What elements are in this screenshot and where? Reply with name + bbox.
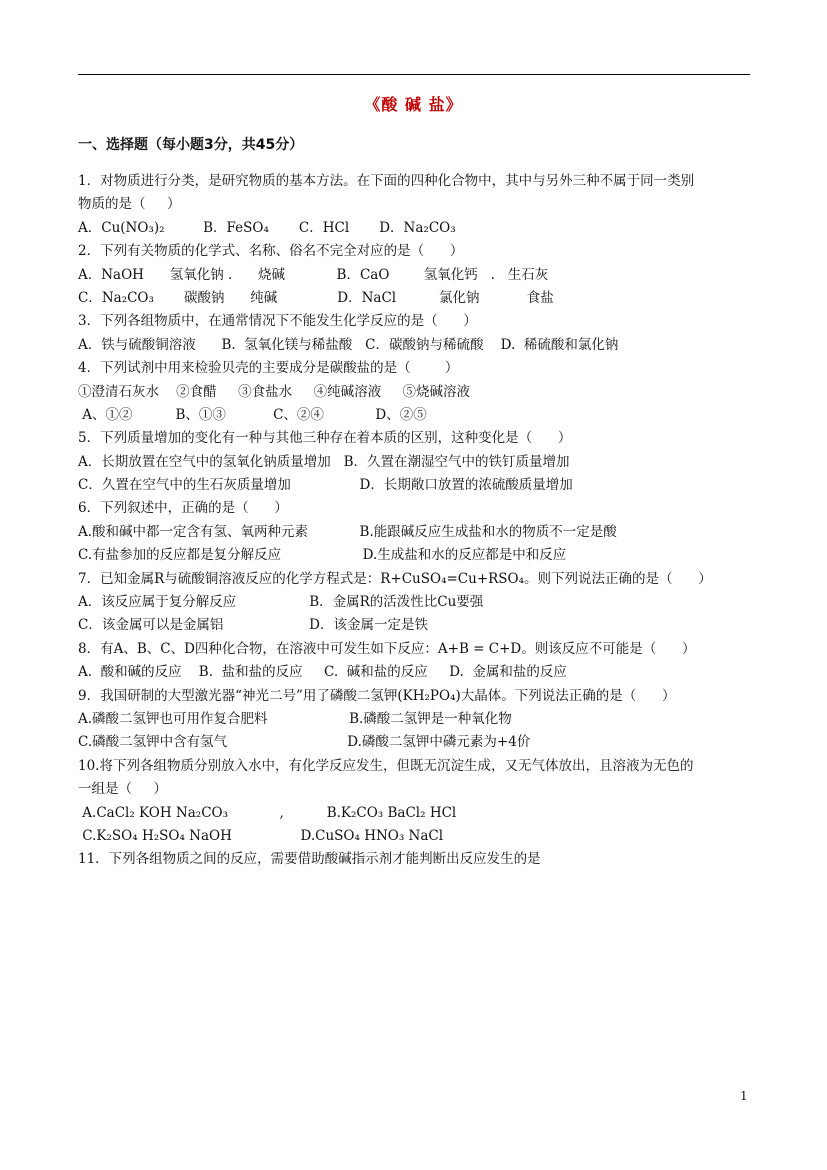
text-line <box>78 731 758 754</box>
line-text: C.磷酸二氢钾中含有氢气 D.磷酸二氢钾中磷元素为+4价 <box>78 734 531 751</box>
line-text: A．Cu(NO₃)₂ B．FeSO₄ C．HCl D．Na₂CO₃ <box>78 219 456 236</box>
line-text: 5．下列质量增加的变化有一种与其他三种存在着本质的区别，这种变化是（ ） <box>78 430 572 447</box>
text-line <box>78 544 758 567</box>
line-text: A．NaOH 氢氧化钠 . 烧碱 B．CaO 氢氧化钙 . 生石灰 <box>78 266 549 283</box>
line-text: A.CaCl₂ KOH Na₂CO₃ , B.K₂CO₃ BaCl₂ HCl <box>78 804 457 821</box>
line-text: C．Na₂CO₃ 碳酸钠 纯碱 D．NaCl 氯化钠 食盐 <box>78 289 554 306</box>
text-line <box>78 381 758 404</box>
text-line <box>78 802 758 825</box>
line-text: A．长期放置在空气中的氢氧化钠质量增加 B．久置在潮湿空气中的铁钉质量增加 <box>78 453 570 470</box>
text-line <box>78 614 758 637</box>
line-text: 2．下列有关物质的化学式、名称、俗名不完全对应的是（ ） <box>78 243 464 260</box>
text-line <box>78 427 758 450</box>
text-line <box>78 685 758 708</box>
line-text: 10.将下列各组物质分别放入水中，有化学反应发生，但既无沉淀生成，又无气体放出，且溶液为无色的 <box>78 757 694 774</box>
text-line <box>78 825 758 848</box>
line-text: C．该金属可以是金属铝 D．该金属一定是铁 <box>78 617 428 634</box>
line-text: 9．我国研制的大型激光器“神光二号”用了磷酸二氢钾(KH₂PO₄)大晶体。下列说法正确的是（ ） <box>78 687 676 704</box>
text-line <box>78 661 758 684</box>
text-line <box>78 334 758 357</box>
text-line <box>78 568 758 591</box>
line-text: A.磷酸二氢钾也可用作复合肥料 B.磷酸二氢钾是一种氧化物 <box>78 710 512 727</box>
text-line <box>78 497 758 520</box>
line-text: 7．已知金属R与硫酸铜溶液反应的化学方程式是：R+CuSO₄=Cu+RSO₄。则下列说法正确的是（ ） <box>78 570 712 587</box>
page-title: 《酸 碱 盐》 <box>364 95 463 114</box>
line-text: ①澄清石灰水 ②食醋 ③食盐水 ④纯碱溶液 ⑤烧碱溶液 <box>78 383 471 400</box>
text-line <box>78 778 758 801</box>
header-rule <box>78 74 750 75</box>
line-text: 3．下列各组物质中，在通常情况下不能发生化学反应的是（ ） <box>78 313 477 330</box>
text-line <box>78 708 758 731</box>
question-list <box>78 170 758 872</box>
page-number: 1 <box>740 1089 748 1103</box>
text-line <box>78 357 758 380</box>
line-text: 物质的是（ ） <box>78 196 181 213</box>
line-text: C.有盐参加的反应都是复分解反应 D.生成盐和水的反应都是中和反应 <box>78 547 567 564</box>
text-line <box>78 217 758 240</box>
text-line <box>78 310 758 333</box>
section-heading: 一、选择题（每小题3分，共45分） <box>78 137 304 153</box>
text-line <box>78 287 758 310</box>
text-line <box>78 755 758 778</box>
text-line <box>78 404 758 427</box>
text-line <box>78 451 758 474</box>
line-text: A、①② B、①③ C、②④ D、②⑤ <box>78 406 427 423</box>
line-text: 6．下列叙述中，正确的是（ ） <box>78 500 288 517</box>
text-line <box>78 521 758 544</box>
text-line <box>78 193 758 216</box>
line-text: 1．对物质进行分类，是研究物质的基本方法。在下面的四种化合物中，其中与另外三种不属于同一类别 <box>78 173 695 189</box>
line-text: C.K₂SO₄ H₂SO₄ NaOH D.CuSO₄ HNO₃ NaCl <box>78 827 444 844</box>
text-line <box>78 848 758 871</box>
text-line <box>78 591 758 614</box>
line-text: A.酸和碱中都一定含有氢、氧两种元素 B.能跟碱反应生成盐和水的物质不一定是酸 <box>78 523 617 540</box>
line-text: 一组是（ ） <box>78 781 167 798</box>
text-line <box>78 240 758 263</box>
text-line <box>78 638 758 661</box>
line-text: A．铁与硫酸铜溶液 B. 氢氧化镁与稀盐酸 C．碳酸钠与稀硫酸 D. 稀硫酸和氯化钠 <box>78 336 619 353</box>
text-line <box>78 474 758 497</box>
text-line <box>78 264 758 287</box>
line-text: A．该反应属于复分解反应 B．金属R的活泼性比Cu要强 <box>78 594 484 611</box>
line-text: 8．有A、B、C、D四种化合物，在溶液中可发生如下反应：A+B = C+D。则该反应不可能是（ ） <box>78 640 696 657</box>
line-text: A. 酸和碱的反应 B. 盐和盐的反应 C. 碱和盐的反应 D. 金属和盐的反应 <box>78 664 567 681</box>
text-line <box>78 170 758 193</box>
line-text: C．久置在空气中的生石灰质量增加 D．长期敞口放置的浓硫酸质量增加 <box>78 477 573 494</box>
line-text: 4．下列试剂中用来检验贝壳的主要成分是碳酸盐的是（ ） <box>78 360 459 377</box>
line-text: 11．下列各组物质之间的反应，需要借助酸碱指示剂才能判断出反应发生的是 <box>78 851 541 868</box>
